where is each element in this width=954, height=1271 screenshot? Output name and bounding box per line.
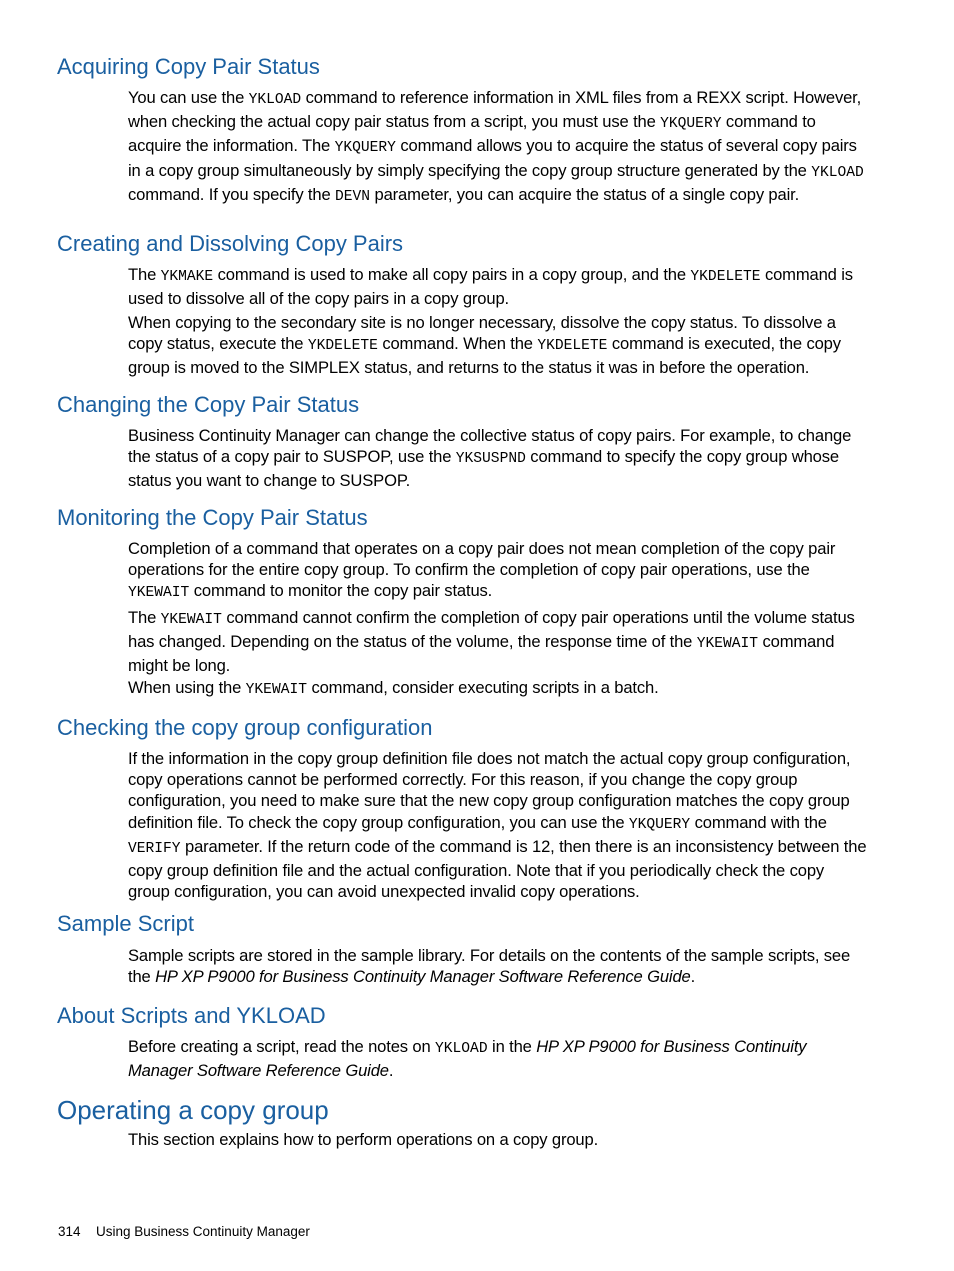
paragraph-ykewait-confirm: The YKEWAIT command cannot confirm the completion of copy pair operations until the volume status has changed. Depending on the status of the volume, the response time of the YKEWAIT command might be long.	[128, 608, 855, 676]
paragraph-acquiring-copy-pair-status: You can use the YKLOAD command to reference information in XML files from a REXX script. However, when checking the actual copy pair status from a script, you must use the YKQUERY command to acquire the information. The YKQUERY command allows you to acquire the status of several copy pairs in a copy group simultaneously by simply specifying the copy group structure generated by the YKLOAD command. If you specify the DEVN parameter, you can acquire the status of a single copy pair.	[128, 88, 864, 205]
paragraph-creating-copy-pairs: The YKMAKE command is used to make all copy pairs in a copy group, and the YKDELETE command is used to dissolve all of the copy pairs in a copy group.	[128, 265, 853, 309]
section-heading-creating-dissolving-copy-pairs: Creating and Dissolving Copy Pairs	[57, 231, 404, 256]
section-heading-monitoring-copy-pair-status: Monitoring the Copy Pair Status	[57, 505, 368, 530]
paragraph-about-scripts: Before creating a script, read the notes on YKLOAD in the HP XP P9000 for Business Continuity Manager Software Reference Guide.	[128, 1037, 807, 1081]
section-heading-acquiring-copy-pair-status: Acquiring Copy Pair Status	[57, 54, 320, 79]
paragraph-checking-configuration: If the information in the copy group definition file does not match the actual copy group configuration, copy operations cannot be performed correctly. For this reason, if you change the copy group configuration, you need to make sure that the new copy group configuration matches the copy group definition file. To check the copy group configuration, you can use the YKQUERY command with the VERIFY parameter. If the return code of the command is 12, then there is an inconsistency between the copy group definition file and the actual configuration. Note that if you periodically check the copy group configuration, you can avoid unexpected invalid copy operations.	[128, 749, 867, 902]
chapter-heading-operating-a-copy-group: Operating a copy group	[57, 1095, 329, 1125]
section-heading-sample-script: Sample Script	[57, 911, 194, 936]
page-number: 314	[58, 1224, 81, 1239]
paragraph-dissolving-copy-pairs: When copying to the secondary site is no longer necessary, dissolve the copy status. To dissolve a copy status, execute the YKDELETE command. When the YKDELETE command is executed, the copy group is moved to the SIMPLEX status, and returns to the status it was in before the operation.	[128, 313, 841, 378]
section-heading-checking-copy-group-configuration: Checking the copy group configuration	[57, 715, 433, 740]
paragraph-operating-copy-group: This section explains how to perform operations on a copy group.	[128, 1130, 599, 1149]
section-heading-changing-copy-pair-status: Changing the Copy Pair Status	[57, 392, 360, 417]
page-footer	[58, 1223, 310, 1241]
paragraph-changing-copy-pair-status: Business Continuity Manager can change the collective status of copy pairs. For example, to change the status of a copy pair to SUSPOP, use the YKSUSPND command to specify the copy group whose status you want to change to SUSPOP.	[128, 426, 852, 491]
section-heading-about-scripts-and-ykload: About Scripts and YKLOAD	[57, 1003, 326, 1028]
footer-chapter-title: Using Business Continuity Manager	[96, 1224, 310, 1239]
paragraph-sample-script: Sample scripts are stored in the sample library. For details on the contents of the sample scripts, see the HP XP P9000 for Business Continuity Manager Software Reference Guide.	[128, 946, 851, 987]
paragraph-ykewait-batch: When using the YKEWAIT command, consider executing scripts in a batch.	[128, 678, 659, 698]
paragraph-monitoring-completion: Completion of a command that operates on a copy pair does not mean completion of the copy pair operations for the entire copy group. To confirm the completion of copy pair operations, use the YKEWAIT command to monitor the copy pair status.	[128, 539, 836, 602]
